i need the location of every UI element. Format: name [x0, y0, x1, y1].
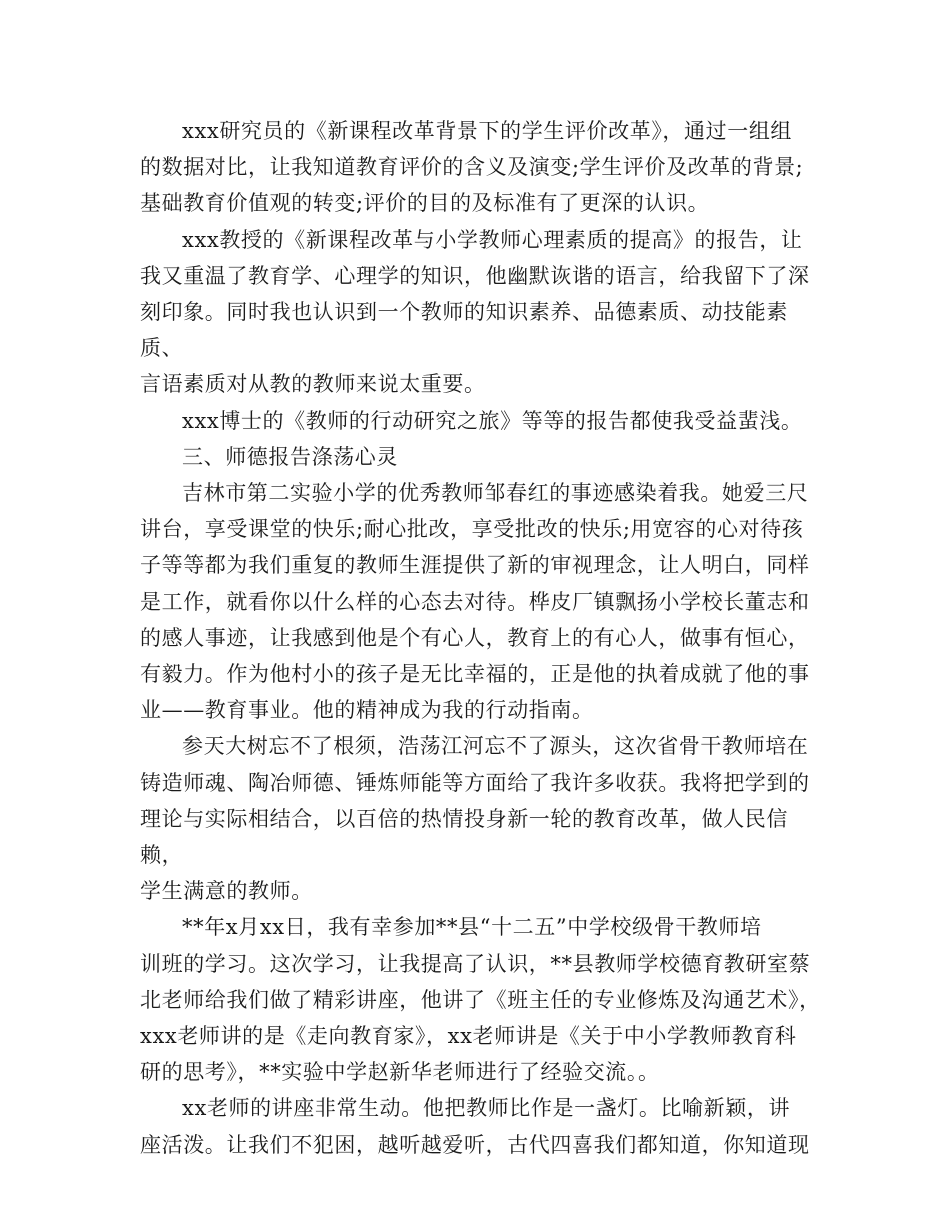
paragraph-4: 吉林市第二实验小学的优秀教师邹春红的事迹感染着我。她爱三尺 讲台，享受课堂的快乐;耐心批改，享受批改的快乐;用宽容的心对待孩 子等等都为我们重复的教师生涯提供了新的审视理念，让人明白，同样 是工作，就看你以什么样的心态去对待。桦皮厂镇飘扬小学校长董志和 的感人事迹，让我感到他是个有心人，教育上的有心人，做事有恒心， 有毅力。作为他村小的孩子是无比幸福的，正是他的执着成就了他的事 业——教育事业。他的精神成为我的行动指南。 [140, 481, 810, 723]
paragraph-6: **年x月xx日，我有幸参加**县“十二五”中学校级骨干教师培 训班的学习。这次学习，让我提高了认识，**县教师学校德育教研室蔡 北老师给我们做了精彩讲座，他讲了《班主任的专业修炼及沟通艺术》， xxx老师讲的是《走向教育家》，xx老师讲是《关于中小学教师教育科 研的思考》，**实验中学赵新华老师进行了经验交流。。 [140, 915, 821, 1085]
document-body [140, 113, 830, 1163]
paragraph-2: xxx教授的《新课程改革与小学教师心理素质的提高》的报告，让 我又重温了教育学、心理学的知识，他幽默诙谐的语言，给我留下了深 刻印象。同时我也认识到一个教师的知识素养、品德素质、动技能素质、 言语素质对从教的教师来说太重要。 [140, 227, 810, 397]
paragraph-3: xxx博士的《教师的行动研究之旅》等等的报告都使我受益蜚浅。 [182, 408, 803, 433]
paragraph-5: 参天大树忘不了根须，浩荡江河忘不了源头，这次省骨干教师培在 铸造师魂、陶冶师德、锤炼师能等方面给了我许多收获。我将把学到的 理论与实际相结合，以百倍的热情投身新一轮的教育改革，做人民信赖， 学生满意的教师。 [140, 734, 810, 904]
paragraph-7: xx老师的讲座非常生动。他把教师比作是一盏灯。比喻新颖，讲 座活泼。让我们不犯困，越听越爱听，古代四喜我们都知道，你知道现 [140, 1096, 810, 1157]
section-heading: 三、师德报告涤荡心灵 [182, 444, 398, 469]
paragraph-1: xxx研究员的《新课程改革背景下的学生评价改革》，通过一组组 的数据对比，让我知道教育评价的含义及演变;学生评价及改革的背景; 基础教育价值观的转变;评价的目的及标准有了更深的认识。 [140, 119, 804, 216]
